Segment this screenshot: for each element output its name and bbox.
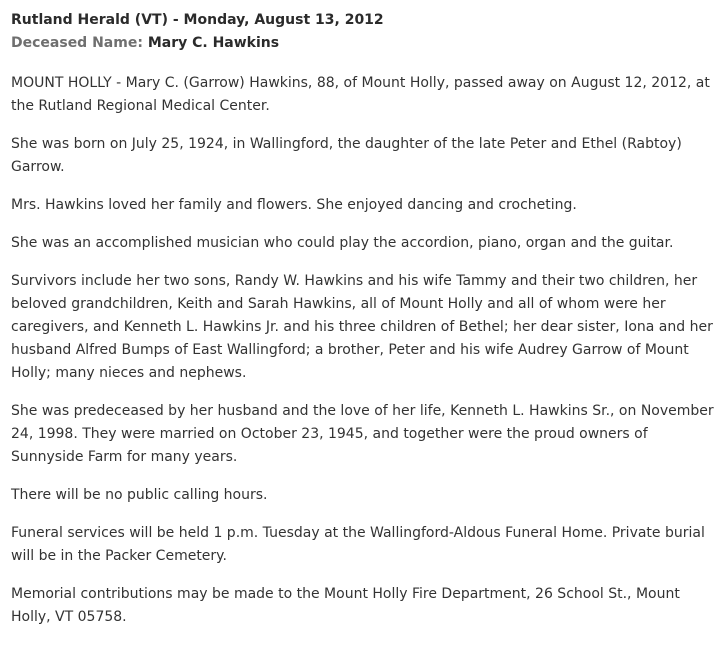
obituary-paragraph: Funeral services will be held 1 p.m. Tuesday at the Wallingford-Aldous Funeral Home. Private burial will be in the Packer Cemetery. (11, 525, 705, 564)
obituary-paragraph: Survivors include her two sons, Randy W. Hawkins and his wife Tammy and their two children, her beloved grandchildren, Keith and Sarah Hawkins, all of Mount Holly and all of whom were her caregivers, and Kenneth L. Hawkins Jr. and his three children of Bethel; her dear sister, Iona and her husband Alfred Bumps of East Wallingford; a brother, Peter and his wife Audrey Garrow of Mount Holly; many nieces and nephews. (11, 273, 713, 381)
obituary-paragraph: Memorial contributions may be made to the Mount Holly Fire Department, 26 School St., Mount Holly, VT 05758. (11, 586, 680, 625)
obituary-paragraph: She was an accomplished musician who could play the accordion, piano, organ and the guitar. (11, 235, 674, 251)
obituary-paragraph: There will be no public calling hours. (11, 487, 268, 503)
deceased-name-label: Deceased Name: (11, 35, 143, 51)
deceased-name-line (11, 33, 715, 53)
deceased-name: Mary C. Hawkins (147, 35, 280, 51)
obituary-paragraph: She was born on July 25, 1924, in Wallingford, the daughter of the late Peter and Ethel (Rabtoy) Garrow. (11, 136, 682, 175)
obituary-paragraph: Mrs. Hawkins loved her family and flowers. She enjoyed dancing and crocheting. (11, 197, 577, 213)
obituary-body (11, 72, 715, 629)
publication-heading: Rutland Herald (VT) - Monday, August 13, 2012 (11, 12, 384, 28)
obituary-paragraph: MOUNT HOLLY - Mary C. (Garrow) Hawkins, 88, of Mount Holly, passed away on August 12, 2012, at the Rutland Regional Medical Center. (11, 75, 710, 114)
obituary-paragraph: She was predeceased by her husband and the love of her life, Kenneth L. Hawkins Sr., on November 24, 1998. They were married on October 23, 1945, and together were the proud owners of Sunnyside Farm for many years. (11, 403, 714, 465)
